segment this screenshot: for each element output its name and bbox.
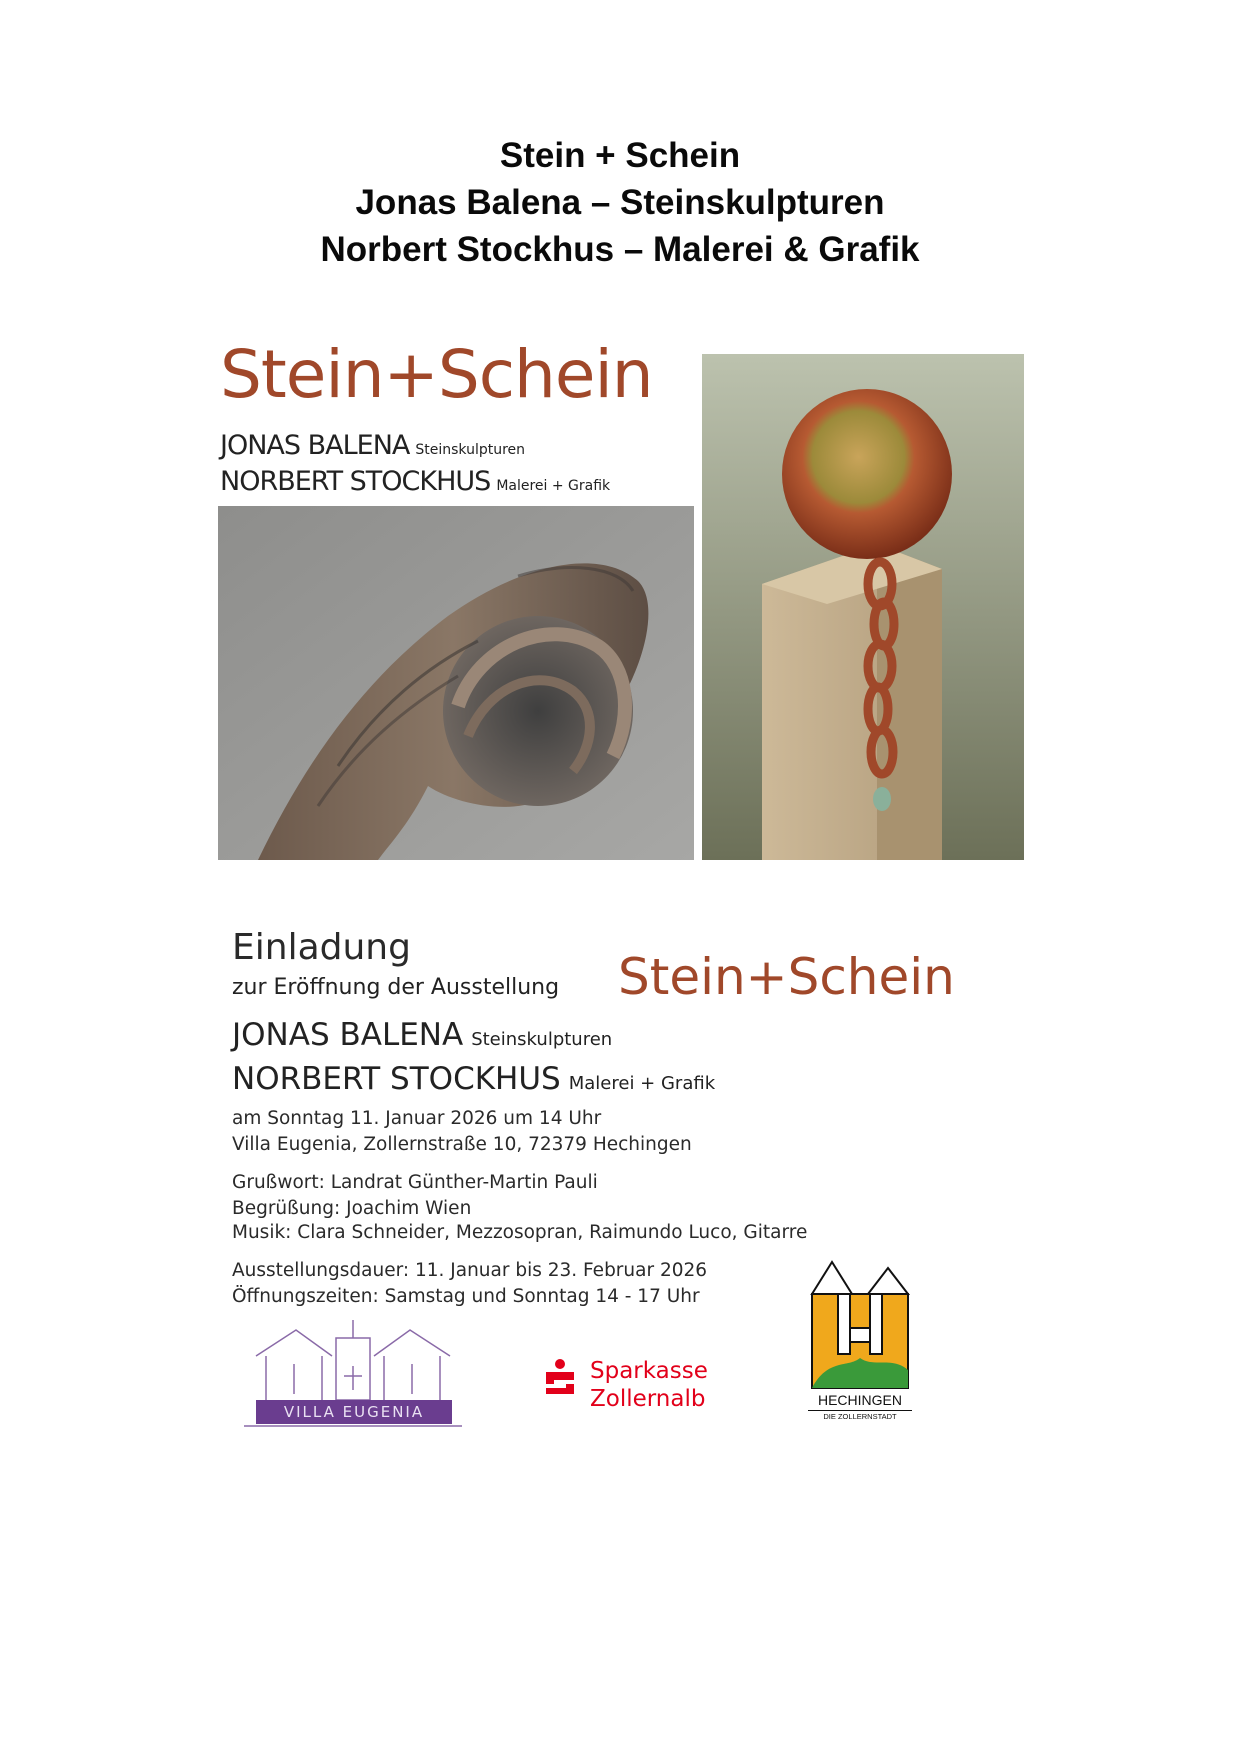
hechingen-name: HECHINGEN	[817, 1392, 902, 1408]
heading-title: Stein + Schein	[499, 136, 741, 175]
invitation-title: Einladung	[232, 927, 411, 968]
sparkasse-name: Sparkasse	[590, 1358, 708, 1384]
flyer-brand-title: Stein+Schein	[220, 336, 653, 413]
villa-eugenia-name: VILLA EUGENIA	[256, 1400, 452, 1424]
invitation-subtitle: zur Eröffnung der Ausstellung	[232, 975, 560, 1000]
invitation-artist-name: JONAS BALENA	[232, 1017, 464, 1053]
flyer-artist-discipline: Malerei + Grafik	[496, 478, 611, 494]
invitation-artist-discipline: Malerei + Grafik	[568, 1073, 716, 1094]
document-heading	[0, 132, 1240, 273]
flyer-artist-discipline: Steinskulpturen	[415, 442, 526, 458]
invitation-artist-stockhus	[232, 1061, 716, 1097]
greeting-speaker: Grußwort: Landrat Günther-Martin Pauli	[232, 1172, 598, 1193]
sparkasse-region: Zollernalb	[590, 1386, 706, 1412]
hechingen-slogan: DIE ZOLLERNSTADT	[808, 1410, 912, 1421]
flyer-artist-balena	[220, 432, 525, 459]
painting-photo	[702, 354, 1024, 860]
music-performers: Musik: Clara Schneider, Mezzosopran, Raimundo Luco, Gitarre	[232, 1222, 808, 1243]
flyer-artist-name: NORBERT STOCKHUS	[220, 466, 491, 497]
invitation-brand: Stein+Schein	[618, 948, 955, 1006]
villa-eugenia-logo	[236, 1316, 470, 1428]
opening-hours: Öffnungszeiten: Samstag und Sonntag 14 - 17 Uhr	[232, 1286, 700, 1307]
flyer-artist-name: JONAS BALENA	[220, 430, 410, 461]
exhibition-duration: Ausstellungsdauer: 11. Januar bis 23. Februar 2026	[232, 1260, 708, 1281]
hechingen-logo	[808, 1258, 912, 1422]
invitation-artist-name: NORBERT STOCKHUS	[232, 1061, 561, 1097]
sparkasse-s-icon	[540, 1358, 580, 1398]
welcome-speaker: Begrüßung: Joachim Wien	[232, 1198, 472, 1219]
event-date: am Sonntag 11. Januar 2026 um 14 Uhr	[232, 1108, 602, 1129]
hechingen-crest-icon	[808, 1258, 912, 1390]
sculpture-photo	[218, 506, 694, 860]
invitation-artist-discipline: Steinskulpturen	[471, 1029, 613, 1050]
heading-artist-stockhus: Norbert Stockhus – Malerei & Grafik	[320, 230, 920, 269]
sparkasse-logo	[540, 1350, 740, 1420]
invitation-artist-balena	[232, 1017, 613, 1053]
heading-artist-balena: Jonas Balena – Steinskulpturen	[355, 183, 885, 222]
event-venue: Villa Eugenia, Zollernstraße 10, 72379 Hechingen	[232, 1134, 692, 1155]
flyer-artist-stockhus	[220, 468, 610, 495]
